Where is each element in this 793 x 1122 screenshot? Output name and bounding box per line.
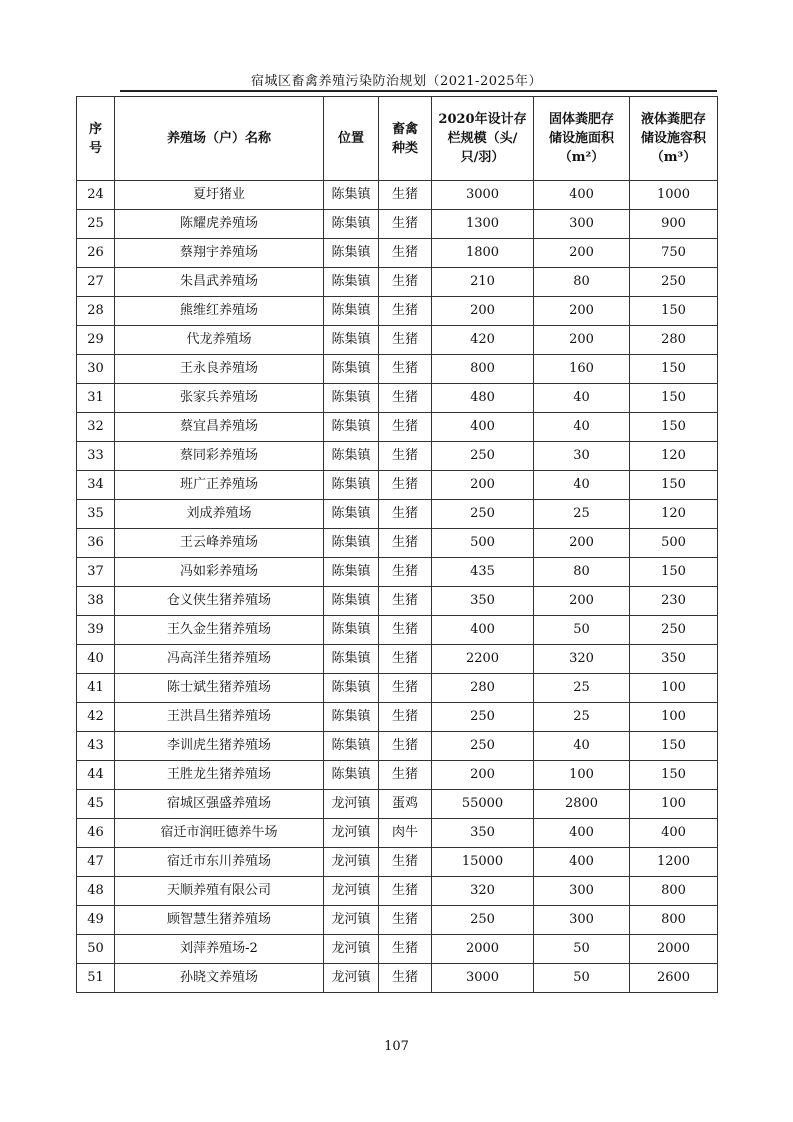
table-cell-solid-manure-area: 400 [534, 181, 630, 210]
table-cell-design-capacity: 3000 [432, 181, 534, 210]
table-cell-location: 陈集镇 [324, 471, 379, 500]
table-cell-farm-name: 蔡翔宇养殖场 [115, 239, 324, 268]
table-cell-solid-manure-area: 160 [534, 355, 630, 384]
table-cell-livestock-type: 生猪 [379, 558, 432, 587]
table-row [77, 616, 718, 645]
table-cell-farm-name: 冯高洋生猪养殖场 [115, 645, 324, 674]
table-cell-location: 陈集镇 [324, 529, 379, 558]
table-cell-liquid-manure-volume: 150 [630, 471, 718, 500]
table-cell-liquid-manure-volume: 100 [630, 674, 718, 703]
table-cell-livestock-type: 生猪 [379, 413, 432, 442]
table-cell-location: 陈集镇 [324, 268, 379, 297]
table-cell-index: 43 [77, 732, 115, 761]
table-cell-farm-name: 王胜龙生猪养殖场 [115, 761, 324, 790]
table-cell-design-capacity: 400 [432, 616, 534, 645]
table-cell-farm-name: 刘成养殖场 [115, 500, 324, 529]
table-cell-liquid-manure-volume: 150 [630, 761, 718, 790]
table-cell-farm-name: 陈耀虎养殖场 [115, 210, 324, 239]
table-cell-liquid-manure-volume: 120 [630, 442, 718, 471]
table-cell-liquid-manure-volume: 150 [630, 297, 718, 326]
table-cell-livestock-type: 生猪 [379, 935, 432, 964]
table-cell-liquid-manure-volume: 1000 [630, 181, 718, 210]
table-cell-livestock-type: 生猪 [379, 674, 432, 703]
table-cell-design-capacity: 200 [432, 761, 534, 790]
table-row [77, 819, 718, 848]
table-cell-solid-manure-area: 200 [534, 587, 630, 616]
table-cell-solid-manure-area: 320 [534, 645, 630, 674]
table-cell-farm-name: 王云峰养殖场 [115, 529, 324, 558]
table-cell-index: 42 [77, 703, 115, 732]
table-row [77, 761, 718, 790]
table-cell-liquid-manure-volume: 2000 [630, 935, 718, 964]
column-header-design-capacity: 2020年设计存 栏规模（头/ 只/羽） [432, 97, 534, 181]
table-cell-farm-name: 陈士斌生猪养殖场 [115, 674, 324, 703]
table-cell-design-capacity: 250 [432, 906, 534, 935]
table-cell-index: 51 [77, 964, 115, 993]
table-header [77, 97, 718, 181]
table-cell-solid-manure-area: 40 [534, 413, 630, 442]
table-cell-location: 龙河镇 [324, 790, 379, 819]
table-cell-design-capacity: 55000 [432, 790, 534, 819]
table-cell-design-capacity: 200 [432, 471, 534, 500]
table-row [77, 877, 718, 906]
table-cell-livestock-type: 生猪 [379, 181, 432, 210]
table-cell-solid-manure-area: 80 [534, 558, 630, 587]
table-cell-livestock-type: 生猪 [379, 906, 432, 935]
table-cell-livestock-type: 生猪 [379, 848, 432, 877]
table-cell-design-capacity: 400 [432, 413, 534, 442]
table-cell-index: 38 [77, 587, 115, 616]
table-cell-index: 27 [77, 268, 115, 297]
table-cell-solid-manure-area: 300 [534, 210, 630, 239]
table-cell-liquid-manure-volume: 150 [630, 732, 718, 761]
column-header-solid-manure-area: 固体粪肥存 储设施面积 （m²） [534, 97, 630, 181]
table-cell-index: 40 [77, 645, 115, 674]
table-cell-solid-manure-area: 200 [534, 239, 630, 268]
table-cell-index: 39 [77, 616, 115, 645]
table-row [77, 732, 718, 761]
table-row [77, 471, 718, 500]
table-cell-location: 陈集镇 [324, 442, 379, 471]
table-cell-livestock-type: 生猪 [379, 645, 432, 674]
table-cell-liquid-manure-volume: 750 [630, 239, 718, 268]
table-cell-location: 陈集镇 [324, 732, 379, 761]
table-cell-location: 龙河镇 [324, 964, 379, 993]
table-cell-location: 陈集镇 [324, 355, 379, 384]
table-cell-solid-manure-area: 200 [534, 297, 630, 326]
table-cell-solid-manure-area: 80 [534, 268, 630, 297]
table-cell-livestock-type: 生猪 [379, 384, 432, 413]
table-cell-index: 41 [77, 674, 115, 703]
table-cell-design-capacity: 800 [432, 355, 534, 384]
table-cell-solid-manure-area: 40 [534, 471, 630, 500]
table-cell-livestock-type: 肉牛 [379, 819, 432, 848]
table-row [77, 674, 718, 703]
table-cell-design-capacity: 420 [432, 326, 534, 355]
table-cell-farm-name: 熊维红养殖场 [115, 297, 324, 326]
table-cell-solid-manure-area: 25 [534, 703, 630, 732]
table-cell-design-capacity: 435 [432, 558, 534, 587]
table-cell-index: 28 [77, 297, 115, 326]
table-cell-farm-name: 王洪昌生猪养殖场 [115, 703, 324, 732]
table-cell-solid-manure-area: 300 [534, 877, 630, 906]
table-cell-solid-manure-area: 50 [534, 616, 630, 645]
table-cell-farm-name: 宿城区强盛养殖场 [115, 790, 324, 819]
table-cell-location: 龙河镇 [324, 819, 379, 848]
table-cell-farm-name: 宿迁市东川养殖场 [115, 848, 324, 877]
table-cell-solid-manure-area: 100 [534, 761, 630, 790]
table-cell-livestock-type: 生猪 [379, 761, 432, 790]
table-cell-farm-name: 张家兵养殖场 [115, 384, 324, 413]
table-row [77, 848, 718, 877]
column-header-livestock-type: 畜禽 种类 [379, 97, 432, 181]
table-cell-livestock-type: 生猪 [379, 355, 432, 384]
table-cell-design-capacity: 250 [432, 500, 534, 529]
table-cell-index: 32 [77, 413, 115, 442]
table-cell-farm-name: 刘萍养殖场-2 [115, 935, 324, 964]
table-cell-farm-name: 蔡同彩养殖场 [115, 442, 324, 471]
table-row [77, 181, 718, 210]
table-cell-livestock-type: 生猪 [379, 297, 432, 326]
table-cell-liquid-manure-volume: 230 [630, 587, 718, 616]
column-header-farm-name: 养殖场（户）名称 [115, 97, 324, 181]
table-cell-design-capacity: 210 [432, 268, 534, 297]
table-header-row [77, 97, 718, 181]
table-cell-design-capacity: 200 [432, 297, 534, 326]
table-cell-liquid-manure-volume: 150 [630, 384, 718, 413]
table-cell-solid-manure-area: 40 [534, 384, 630, 413]
table-cell-index: 37 [77, 558, 115, 587]
table-cell-farm-name: 代龙养殖场 [115, 326, 324, 355]
table-cell-farm-name: 班广正养殖场 [115, 471, 324, 500]
table-row [77, 500, 718, 529]
table-cell-location: 陈集镇 [324, 761, 379, 790]
table-cell-livestock-type: 生猪 [379, 732, 432, 761]
table-row [77, 210, 718, 239]
table-cell-location: 陈集镇 [324, 384, 379, 413]
table-cell-index: 49 [77, 906, 115, 935]
table-cell-liquid-manure-volume: 900 [630, 210, 718, 239]
column-header-liquid-manure-volume: 液体粪肥存 储设施容积 （m³） [630, 97, 718, 181]
table-cell-design-capacity: 250 [432, 732, 534, 761]
table-cell-location: 陈集镇 [324, 558, 379, 587]
table-cell-location: 陈集镇 [324, 674, 379, 703]
table-cell-index: 50 [77, 935, 115, 964]
table-cell-farm-name: 孙晓文养殖场 [115, 964, 324, 993]
table-cell-location: 陈集镇 [324, 181, 379, 210]
table-cell-farm-name: 仓义侠生猪养殖场 [115, 587, 324, 616]
table-cell-design-capacity: 15000 [432, 848, 534, 877]
table-cell-liquid-manure-volume: 250 [630, 268, 718, 297]
table-cell-location: 龙河镇 [324, 906, 379, 935]
livestock-farm-table [76, 96, 718, 993]
table-cell-location: 陈集镇 [324, 239, 379, 268]
table-cell-design-capacity: 3000 [432, 964, 534, 993]
table-cell-index: 47 [77, 848, 115, 877]
table-cell-solid-manure-area: 50 [534, 964, 630, 993]
table-cell-design-capacity: 280 [432, 674, 534, 703]
table-cell-livestock-type: 蛋鸡 [379, 790, 432, 819]
table-cell-farm-name: 王永良养殖场 [115, 355, 324, 384]
table-cell-index: 46 [77, 819, 115, 848]
table-cell-design-capacity: 2000 [432, 935, 534, 964]
table-row [77, 384, 718, 413]
table-cell-livestock-type: 生猪 [379, 964, 432, 993]
table-cell-index: 30 [77, 355, 115, 384]
table-cell-design-capacity: 480 [432, 384, 534, 413]
table-cell-liquid-manure-volume: 120 [630, 500, 718, 529]
table-cell-livestock-type: 生猪 [379, 239, 432, 268]
table-cell-liquid-manure-volume: 1200 [630, 848, 718, 877]
table-cell-location: 陈集镇 [324, 413, 379, 442]
table-cell-index: 29 [77, 326, 115, 355]
table-row [77, 413, 718, 442]
table-cell-solid-manure-area: 400 [534, 819, 630, 848]
table-row [77, 297, 718, 326]
table-cell-farm-name: 蔡宜昌养殖场 [115, 413, 324, 442]
table-cell-design-capacity: 250 [432, 442, 534, 471]
table-row [77, 239, 718, 268]
table-cell-liquid-manure-volume: 100 [630, 790, 718, 819]
table-cell-liquid-manure-volume: 350 [630, 645, 718, 674]
table-cell-location: 龙河镇 [324, 935, 379, 964]
table-cell-index: 34 [77, 471, 115, 500]
table-row [77, 326, 718, 355]
table-cell-index: 26 [77, 239, 115, 268]
table-cell-design-capacity: 2200 [432, 645, 534, 674]
table-cell-index: 48 [77, 877, 115, 906]
table-cell-liquid-manure-volume: 800 [630, 906, 718, 935]
table-cell-location: 陈集镇 [324, 210, 379, 239]
table-row [77, 935, 718, 964]
table-cell-liquid-manure-volume: 400 [630, 819, 718, 848]
table-cell-farm-name: 宿迁市润旺德养牛场 [115, 819, 324, 848]
table-cell-location: 陈集镇 [324, 500, 379, 529]
table-row [77, 587, 718, 616]
table-cell-farm-name: 冯如彩养殖场 [115, 558, 324, 587]
table-cell-solid-manure-area: 200 [534, 326, 630, 355]
page-header-title: 宿城区畜禽养殖污染防治规划（2021-2025年） [250, 74, 543, 89]
table-cell-location: 龙河镇 [324, 848, 379, 877]
page-number: 107 [384, 1039, 409, 1054]
table-cell-liquid-manure-volume: 800 [630, 877, 718, 906]
table-cell-index: 25 [77, 210, 115, 239]
table-cell-livestock-type: 生猪 [379, 500, 432, 529]
table-cell-location: 陈集镇 [324, 645, 379, 674]
table-cell-index: 44 [77, 761, 115, 790]
table-cell-design-capacity: 1800 [432, 239, 534, 268]
table-cell-livestock-type: 生猪 [379, 877, 432, 906]
table-row [77, 703, 718, 732]
table-cell-index: 31 [77, 384, 115, 413]
table-cell-location: 陈集镇 [324, 297, 379, 326]
table-cell-solid-manure-area: 2800 [534, 790, 630, 819]
table-cell-livestock-type: 生猪 [379, 268, 432, 297]
table-cell-solid-manure-area: 25 [534, 500, 630, 529]
table-row [77, 906, 718, 935]
table-row [77, 529, 718, 558]
table-cell-livestock-type: 生猪 [379, 326, 432, 355]
table-cell-design-capacity: 500 [432, 529, 534, 558]
table-cell-farm-name: 李训虎生猪养殖场 [115, 732, 324, 761]
column-header-location: 位置 [324, 97, 379, 181]
table-row [77, 355, 718, 384]
table-cell-liquid-manure-volume: 280 [630, 326, 718, 355]
table-cell-livestock-type: 生猪 [379, 703, 432, 732]
table-cell-liquid-manure-volume: 250 [630, 616, 718, 645]
table-cell-livestock-type: 生猪 [379, 210, 432, 239]
table-cell-farm-name: 夏圩猪业 [115, 181, 324, 210]
table-cell-liquid-manure-volume: 150 [630, 413, 718, 442]
table-cell-livestock-type: 生猪 [379, 616, 432, 645]
header-rule [120, 90, 717, 92]
table-cell-solid-manure-area: 400 [534, 848, 630, 877]
table-cell-liquid-manure-volume: 100 [630, 703, 718, 732]
table-cell-location: 陈集镇 [324, 616, 379, 645]
table-cell-location: 龙河镇 [324, 877, 379, 906]
table-cell-farm-name: 王久金生猪养殖场 [115, 616, 324, 645]
table-row [77, 442, 718, 471]
table-cell-index: 45 [77, 790, 115, 819]
table-cell-solid-manure-area: 200 [534, 529, 630, 558]
table-cell-livestock-type: 生猪 [379, 471, 432, 500]
table-cell-farm-name: 顾智慧生猪养殖场 [115, 906, 324, 935]
table-cell-liquid-manure-volume: 150 [630, 355, 718, 384]
table-cell-liquid-manure-volume: 2600 [630, 964, 718, 993]
table-cell-design-capacity: 320 [432, 877, 534, 906]
table-cell-location: 陈集镇 [324, 703, 379, 732]
table-cell-livestock-type: 生猪 [379, 529, 432, 558]
column-header-index: 序 号 [77, 97, 115, 181]
table-cell-design-capacity: 1300 [432, 210, 534, 239]
table-cell-livestock-type: 生猪 [379, 442, 432, 471]
table-cell-farm-name: 朱昌武养殖场 [115, 268, 324, 297]
table-cell-solid-manure-area: 50 [534, 935, 630, 964]
table-body [77, 181, 718, 993]
table-cell-index: 24 [77, 181, 115, 210]
table-cell-solid-manure-area: 300 [534, 906, 630, 935]
table-cell-location: 陈集镇 [324, 587, 379, 616]
table-cell-farm-name: 天顺养殖有限公司 [115, 877, 324, 906]
table-cell-liquid-manure-volume: 500 [630, 529, 718, 558]
table-cell-design-capacity: 350 [432, 587, 534, 616]
table-row [77, 964, 718, 993]
table-row [77, 268, 718, 297]
table-cell-solid-manure-area: 30 [534, 442, 630, 471]
table-cell-solid-manure-area: 25 [534, 674, 630, 703]
table-cell-index: 33 [77, 442, 115, 471]
table-row [77, 645, 718, 674]
table-cell-livestock-type: 生猪 [379, 587, 432, 616]
table-row [77, 558, 718, 587]
table-cell-index: 35 [77, 500, 115, 529]
table-cell-solid-manure-area: 40 [534, 732, 630, 761]
table-cell-liquid-manure-volume: 150 [630, 558, 718, 587]
table-cell-index: 36 [77, 529, 115, 558]
table-row [77, 790, 718, 819]
table-cell-location: 陈集镇 [324, 326, 379, 355]
table-cell-design-capacity: 350 [432, 819, 534, 848]
table-cell-design-capacity: 250 [432, 703, 534, 732]
